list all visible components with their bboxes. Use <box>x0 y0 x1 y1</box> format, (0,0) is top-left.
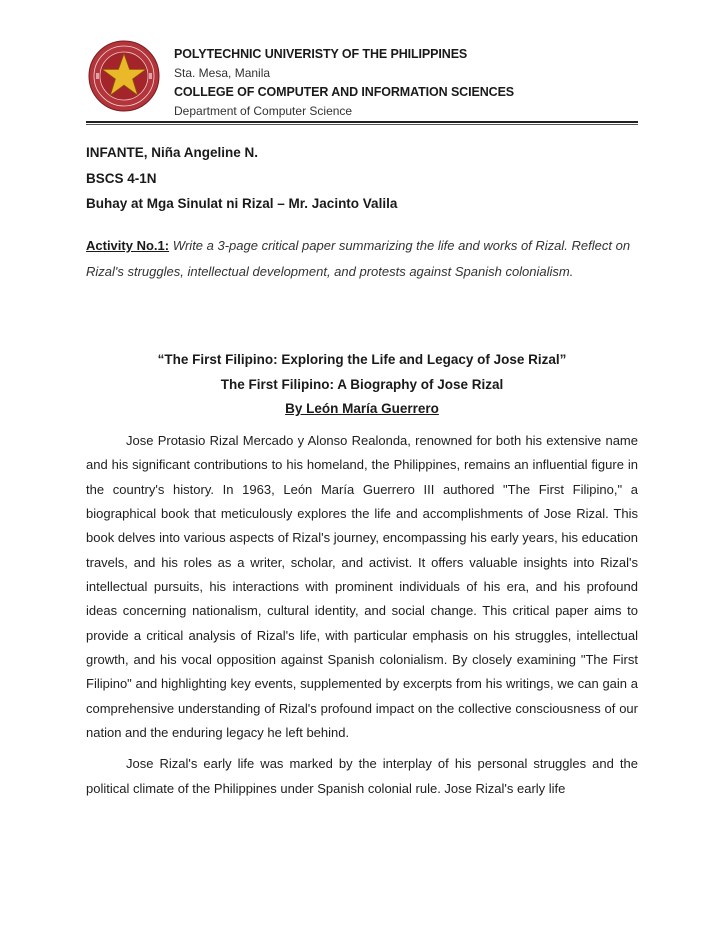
header-divider-thin <box>86 124 638 125</box>
university-location: Sta. Mesa, Manila <box>174 66 271 80</box>
paragraph: Jose Rizal's early life was marked by the interplay of his personal struggles and the political climate of the Philippines under Spanish colonial rule. Jose Rizal's early life <box>86 756 638 796</box>
header-divider <box>86 121 638 123</box>
department-name: Department of Computer Science <box>174 104 353 118</box>
book-title: The First Filipino: A Biography of Jose Rizal <box>220 376 504 392</box>
student-name: INFANTE, Niña Angeline N. <box>86 145 259 160</box>
letterhead <box>174 45 514 121</box>
university-name: POLYTECHNIC UNIVERISTY OF THE PHILIPPINES <box>174 47 468 61</box>
college-name: COLLEGE OF COMPUTER AND INFORMATION SCIENCES <box>174 85 515 99</box>
student-info <box>86 140 397 217</box>
paper-titles <box>86 348 638 422</box>
paper-title: “The First Filipino: Exploring the Life and Legacy of Jose Rizal” <box>157 352 567 367</box>
student-section: BSCS 4-1N <box>86 170 157 186</box>
course-title: Buhay at Mga Sinulat ni Rizal – Mr. Jacinto Valila <box>86 196 398 211</box>
paragraph: Jose Protasio Rizal Mercado y Alonso Realonda, renowned for both his extensive name and his significant contributions to his homeland, the Philippines, remains an influential figure in the country's history. In 1963, León María Guerrero III authored "The First Filipino," a biographical book that meticulously explores the life and accomplishments of Jose Rizal. This book delves into various aspects of Rizal's journey, encompassing his early years, his education travels, and his roles as a writer, scholar, and activist. It offers valuable insights into Rizal's intellectual pursuits, his interactions with prominent individuals of his era, and his profound ideas concerning nationalism, cultural identity, and social change. This critical paper aims to provide a critical analysis of Rizal's life, with particular emphasis on his struggles, intellectual growth, and his vocal opposition against Spanish colonialism. By closely examining "The First Filipino" and highlighting key events, supplemented by excerpts from his writings, we can gain a comprehensive understanding of Rizal's profound impact on the collective consciousness of our nation and the enduring legacy he left behind. <box>86 433 638 741</box>
pup-seal-icon <box>88 40 160 112</box>
activity-block <box>86 233 638 284</box>
author-byline: By León María Guerrero <box>285 401 439 416</box>
activity-label: Activity No.1: <box>86 238 170 253</box>
paper-body <box>86 429 638 808</box>
activity-description: Write a 3-page critical paper summarizing the life and works of Rizal. Reflect on Rizal's struggles, intellectual development, and protests against Spanish colonialism. <box>86 238 631 279</box>
